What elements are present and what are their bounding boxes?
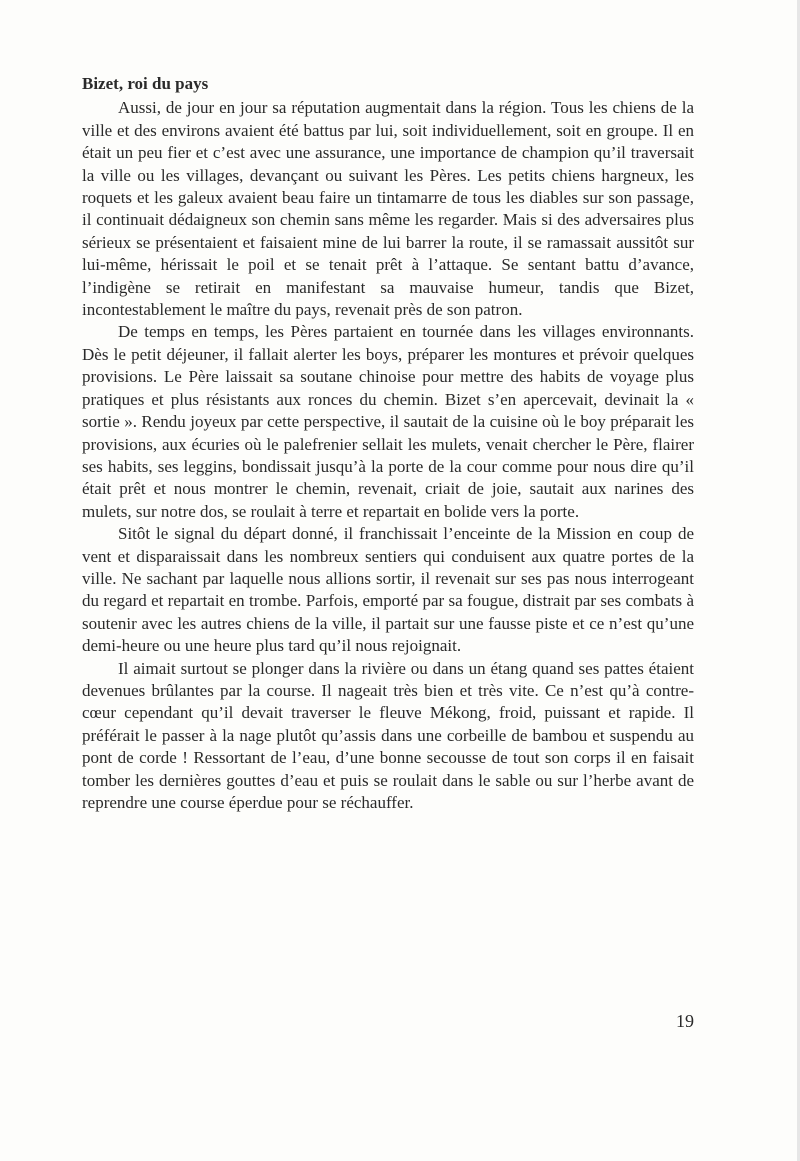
paragraph-1: Aussi, de jour en jour sa réputation augmentait dans la région. Tous les chiens de la ville et des environs avaient été battus par lui, soit individuellement, soit en groupe. Il en était un peu fier et c’est avec une assurance, une importance de champion qu’il traversait la ville ou les villages, devançant ou suivant les Pères. Les petits chiens hargneux, les roquets et les galeux avaient beau faire un tintamarre de tous les diables sur son passage, il continuait dédaigneux son chemin sans même les regarder. Mais si des adversaires plus sérieux se présentaient et faisaient mine de lui barrer la route, il se ramassait aussitôt sur lui-même, hérissait le poil et se tenait prêt à l’attaque. Se sentant battu d’avance, l’indigène se retirait en manifestant sa mauvaise humeur, tandis que Bizet, incontestablement le maître du pays, revenait près de son patron. <box>82 98 694 320</box>
paragraph-4: Il aimait surtout se plonger dans la rivière ou dans un étang quand ses pattes étaient devenues brûlantes par la course. Il nageait très bien et très vite. Ce n’est qu’à contre-cœur cependant qu’il devait traverser le fleuve Mékong, froid, puissant et rapide. Il préférait le passer à la nage plutôt qu’assis dans une corbeille de bambou et suspendu au pont de corde ! Ressortant de l’eau, d’une bonne secousse de tout son corps il en faisait tomber les dernières gouttes d’eau et puis se roulait dans le sable ou sur l’herbe avant de reprendre une course éperdue pour se réchauffer. <box>82 658 694 812</box>
page-body <box>82 73 694 814</box>
paragraph-3: Sitôt le signal du départ donné, il franchissait l’enceinte de la Mission en coup de vent et disparaissait dans les nombreux sentiers qui conduisent aux quatre portes de la ville. Ne sachant par laquelle nous allions sortir, il revenait sur ses pas nous interrogeant du regard et repartait en trombe. Parfois, emporté par sa fougue, distrait par ses combats à soutenir avec les autres chiens de la ville, il partait sur une fausse piste et ce n’est qu’une demi-heure ou une heure plus tard qu’il nous rejoignait. <box>82 524 694 656</box>
paragraph-2: De temps en temps, les Pères partaient en tournée dans les villages environnants. Dès le petit déjeuner, il fallait alerter les boys, préparer les montures et prévoir quelques provisions. Le Père laissait sa soutane chinoise pour mettre des habits de voyage plus pratiques et plus résistants aux ronces du chemin. Bizet s’en apercevait, devinait la « sortie ». Rendu joyeux par cette perspective, il sautait de la cuisine où le boy préparait les provisions, aux écuries où le palefrenier sellait les mulets, venait chercher le Père, flairer ses habits, ses leggins, bondissait jusqu’à la porte de la cour comme pour nous dire qu’il était prêt et nous montrer le chemin, revenait, criait de joie, sautait aux narines des mulets, sur notre dos, se roulait à terre et repartait en bolide vers la porte. <box>82 322 694 521</box>
page-number: 19 <box>676 1011 694 1031</box>
section-title: Bizet, roi du pays <box>82 74 209 93</box>
